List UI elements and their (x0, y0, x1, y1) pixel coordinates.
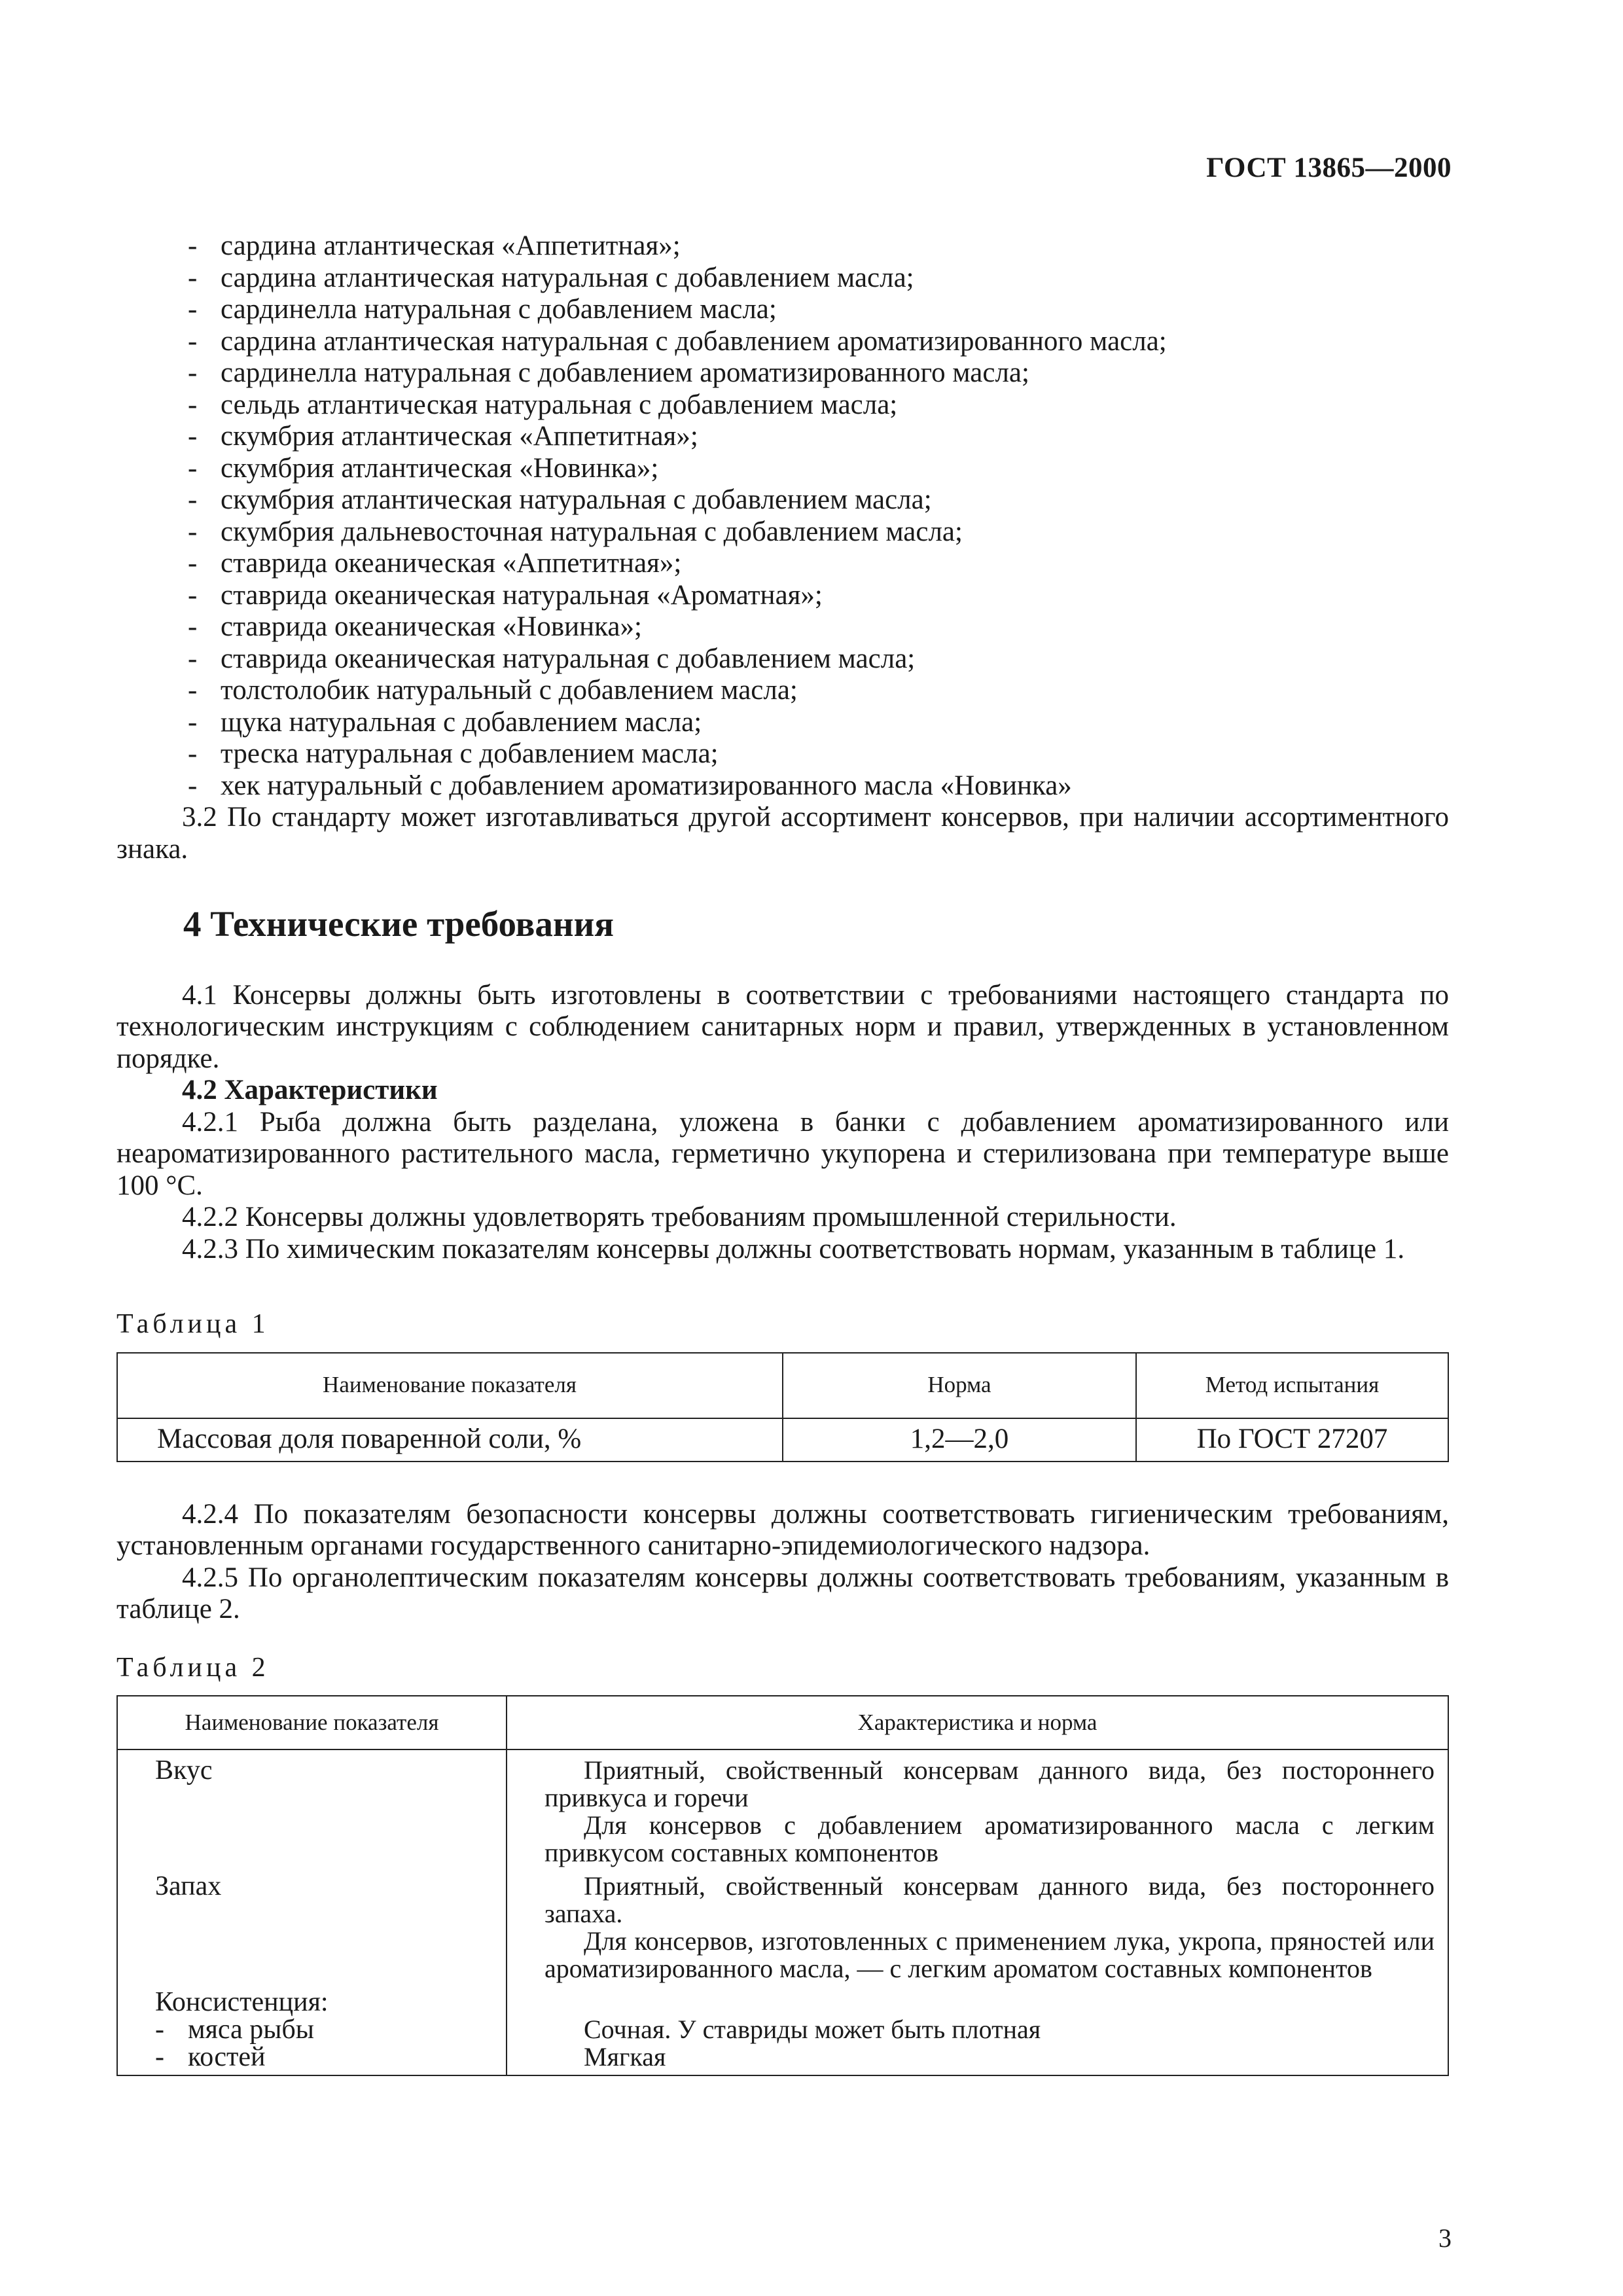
taste-label: Вкус (155, 1755, 213, 1785)
paragraph-4-2-3: 4.2.3 По химическим показателям консервы должны соответствовать нормам, указанным в таблице 1. (182, 1233, 1405, 1265)
table-cell (507, 1983, 1448, 2075)
list-item: - ставрида океаническая натуральная «Ароматная»; (188, 579, 823, 611)
table-row (117, 1983, 1448, 2075)
paragraph-4-2-1: 4.2.1 Рыба должна быть разделана, уложена в банки с добавлением ароматизированного или неароматизированного растительного масла, герметично укупорена и стерилизована при температуре выше 100 °С. (116, 1106, 1449, 1201)
section-title: 4 Технические требования (183, 904, 615, 944)
smell-label: Запах (155, 1871, 222, 1901)
list-item: - сардина атлантическая «Аппетитная»; (188, 230, 681, 261)
list-item: - ставрида океаническая «Новинка»; (188, 611, 642, 642)
list-item: - сардина атлантическая натуральная с добавлением масла; (188, 262, 914, 293)
smell-value-2: Для консервов, изготовленных с применением лука, укропа, пряностей или ароматизированного масла, — с легким ароматом составных компонентов (544, 1926, 1435, 1983)
table-header-cell: Характеристика и норма (507, 1696, 1448, 1749)
list-item: - сельдь атлантическая натуральная с добавлением масла; (188, 389, 898, 420)
table-cell (117, 1867, 507, 1983)
list-item: - скумбрия атлантическая «Аппетитная»; (188, 421, 698, 452)
subsection-title: 4.2 Характеристики (182, 1075, 438, 1105)
list-item: - сардина атлантическая натуральная с добавлением ароматизированного масла; (188, 325, 1167, 357)
table-row (117, 1749, 1448, 1867)
paragraph-4-1: 4.1 Консервы должны быть изготовлены в соответствии с требованиями настоящего стандарта по технологическим инструкциям с соблюдением санитарных норм и правил, утвержденных в установленном порядке. (116, 979, 1449, 1074)
table-cell (117, 1983, 507, 2075)
table-cell (507, 1749, 1448, 1867)
table-cell: 1,2—2,0 (783, 1418, 1136, 1462)
list-item: - ставрида океаническая «Аппетитная»; (188, 548, 682, 579)
fish-value: Сочная. У ставриды может быть плотная (584, 2015, 1041, 2044)
table-row (117, 1418, 1448, 1462)
table-cell (507, 1867, 1448, 1983)
bones-label: - костей (155, 2042, 266, 2072)
paragraph-3-2: 3.2 По стандарту может изготавливаться другой ассортимент консервов, при наличии ассортиментного знака. (116, 802, 1449, 865)
table-row (117, 1867, 1448, 1983)
taste-value-2: Для консервов с добавлением ароматизированного масла с легким привкусом составных компонентов (544, 1810, 1435, 1867)
fish-label: - мяса рыбы (155, 2015, 314, 2045)
list-item: - скумбрия атлантическая натуральная с добавлением масла; (188, 484, 932, 515)
list-item: - толстолобик натуральный с добавлением масла; (188, 675, 798, 706)
table-cell (117, 1749, 507, 1867)
product-list (116, 230, 1449, 802)
consistency-label: Консистенция: (155, 1987, 329, 2017)
list-item: - ставрида океаническая натуральная с добавлением масла; (188, 643, 916, 674)
table-header-cell: Наименование показателя (117, 1696, 507, 1749)
taste-value-1: Приятный, свойственный консервам данного вида, без постороннего привкуса и горечи (544, 1755, 1435, 1812)
paragraph-4-2-4: 4.2.4 По показателям безопасности консервы должны соответствовать гигиеническим требованиям, установленным органами государственного санитарно-эпидемиологического надзора. (116, 1498, 1449, 1561)
list-item: - скумбрия дальневосточная натуральная с добавлением масла; (188, 516, 963, 547)
table-1 (116, 1352, 1449, 1462)
table-1-caption: Таблица 1 (116, 1309, 270, 1339)
table-cell: По ГОСТ 27207 (1136, 1418, 1448, 1462)
table-header-cell: Наименование показателя (117, 1353, 783, 1418)
paragraph-4-2-5: 4.2.5 По органолептическим показателям консервы должны соответствовать требованиям, указанным в таблице 2. (116, 1562, 1449, 1624)
table-2 (116, 1695, 1449, 2076)
smell-value-1: Приятный, свойственный консервам данного вида, без постороннего запаха. (544, 1871, 1435, 1928)
document-body (116, 230, 1449, 2076)
table-header-cell: Метод испытания (1136, 1353, 1448, 1418)
table-header-row (117, 1353, 1448, 1418)
table-2-caption: Таблица 2 (116, 1652, 270, 1683)
list-item: - сардинелла натуральная с добавлением ароматизированного масла; (188, 357, 1029, 388)
paragraph-4-2-2: 4.2.2 Консервы должны удовлетворять требованиям промышленной стерильности. (182, 1202, 1177, 1232)
list-item: - треска натуральная с добавлением масла; (188, 738, 719, 769)
table-header-cell: Норма (783, 1353, 1136, 1418)
list-item: - щука натуральная с добавлением масла; (188, 706, 702, 738)
list-item: - скумбрия атлантическая «Новинка»; (188, 452, 659, 484)
bones-value: Мягкая (584, 2042, 666, 2072)
document-id-header: ГОСТ 13865—2000 (1206, 152, 1452, 183)
table-cell: Массовая доля поваренной соли, % (117, 1418, 783, 1462)
list-item: - сардинелла натуральная с добавлением масла; (188, 294, 777, 325)
list-item: - хек натуральный с добавлением ароматизированного масла «Новинка» (188, 770, 1072, 801)
table-header-row (117, 1696, 1448, 1749)
page-number: 3 (1438, 2223, 1452, 2253)
